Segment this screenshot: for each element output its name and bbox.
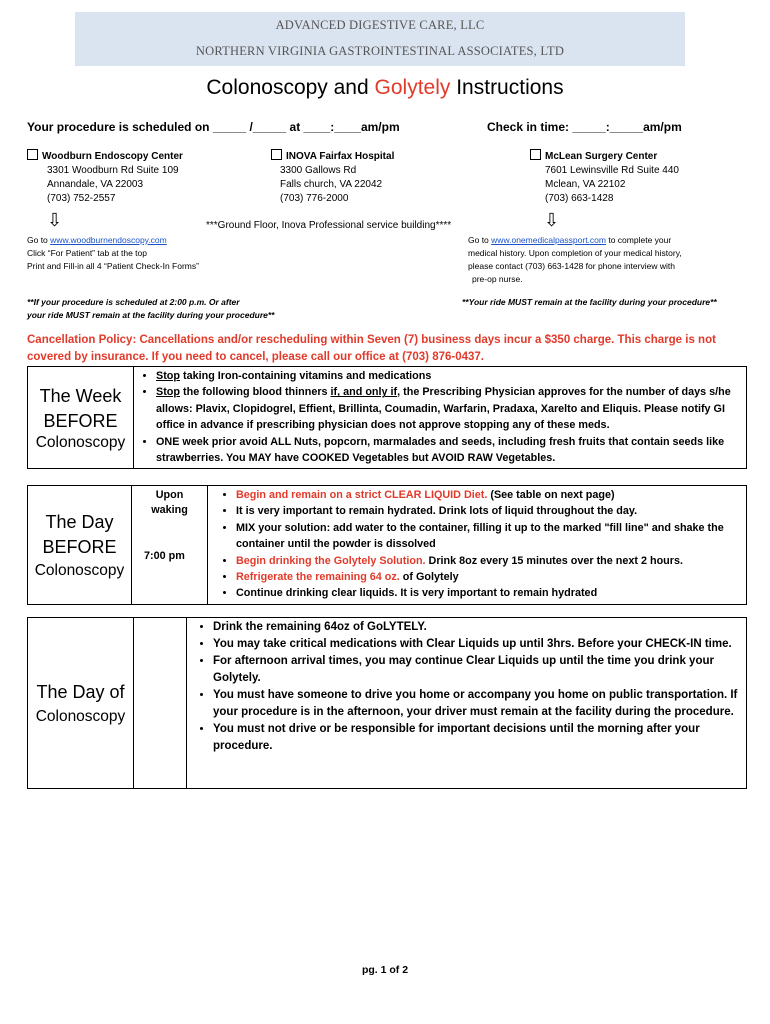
page-number: pg. 1 of 2: [361, 964, 409, 976]
cancellation-policy: Cancellation Policy: Cancellations and/or rescheduling within Seven (7) business days incur a $350 charge. This charge is not covered by insurance. If you need to cancel, please call our office at (703) 876-0437.: [27, 334, 716, 363]
ride-note-left: **If your procedure is scheduled at 2:00 p.m. Or after your ride MUST remain at the facility during your procedure**: [27, 297, 275, 320]
page-title: Colonoscopy and Golytely Instructions: [206, 76, 564, 99]
woodburn-link[interactable]: www.woodburnendoscopy.com: [50, 235, 167, 245]
checkbox-woodburn[interactable]: [27, 149, 38, 160]
day-of-label: The Day of Colonoscopy: [28, 618, 134, 789]
day-of-section: [27, 617, 747, 789]
list-item: • Refrigerate the remaining 64 oz. of Golytely: [236, 569, 742, 585]
medicalpassport-link[interactable]: www.onemedicalpassport.com: [491, 235, 606, 245]
list-item: • Stop the following blood thinners if, and only if, the Prescribing Physician approves for the number of days s/he allows: Plavix, Clopidogrel, Effient, Brillinta, Coumadin, Warfarin, Pradaxa, Xarelto and Eliquis. Please notify GI office in advance if prescribing physician does not approve stopping any of these meds.: [156, 384, 742, 433]
down-arrow-icon: ⇩: [47, 210, 63, 230]
week-before-label: The Week BEFORE Colonoscopy: [28, 367, 134, 469]
week-before-instructions: [134, 367, 747, 469]
checkbox-inova[interactable]: [271, 149, 282, 160]
practice-subname: NORTHERN VIRGINIA GASTROINTESTINAL ASSOCIATES, LTD: [195, 44, 565, 58]
practice-name: ADVANCED DIGESTIVE CARE, LLC: [275, 18, 485, 32]
day-before-instructions: [208, 486, 747, 605]
checkbox-mclean[interactable]: [530, 149, 541, 160]
day-before-label: The Day BEFORE Colonoscopy: [28, 486, 132, 605]
woodburn-instructions: Go to www.woodburnendoscopy.com Click “For Patient” tab at the top Print and Fill-in all 4 “Patient Check-In Forms”: [27, 235, 199, 271]
week-before-section: [27, 366, 747, 469]
checkin-time: Check in time: _____:_____am/pm: [487, 120, 682, 134]
list-item: • Continue drinking clear liquids. It is very important to remain hydrated: [236, 585, 742, 601]
list-item: • ONE week prior avoid ALL Nuts, popcorn, marmalades and seeds, including fresh fruits that contain seeds like strawberries. You MAY have COOKED Vegetables but AVOID RAW Vegetables.: [156, 434, 742, 467]
list-item: • For afternoon arrival times, you may continue Clear Liquids up until the time you drink your Golytely.: [213, 653, 742, 687]
list-item: • MIX your solution: add water to the container, filling it up to the marked "fill line" and shake the container until the powder is dissolved: [236, 520, 742, 553]
mclean-instructions: Go to www.onemedicalpassport.com to complete your medical history. Upon completion of your medical history, please contact (703) 663-1428 for phone interview with pre-op nurse.: [468, 235, 682, 284]
header-banner: [75, 12, 685, 66]
location-mclean: McLean Surgery Center 7601 Lewinsville Rd Suite 440 Mclean, VA 22102 (703) 663-1428: [530, 149, 679, 206]
ride-note-right: **Your ride MUST remain at the facility during your procedure**: [462, 297, 717, 307]
procedure-schedule: Your procedure is scheduled on _____ /_____ at ____:____am/pm: [27, 120, 400, 134]
list-item: • Begin and remain on a strict CLEAR LIQUID Diet. (See table on next page): [236, 487, 742, 503]
location-woodburn: Woodburn Endoscopy Center 3301 Woodburn Rd Suite 109 Annandale, VA 22003 (703) 752-2557: [27, 149, 183, 206]
list-item: • You must not drive or be responsible for important decisions until the morning after your procedure.: [213, 721, 742, 755]
day-before-times: Upon waking 7:00 pm: [132, 486, 208, 605]
day-before-section: [27, 485, 747, 605]
inova-note: ***Ground Floor, Inova Professional service building****: [206, 220, 452, 231]
down-arrow-icon: ⇩: [544, 210, 560, 230]
list-item: • You may take critical medications with Clear Liquids up until 3hrs. Before your CHECK-IN time.: [213, 636, 742, 653]
list-item: • Drink the remaining 64oz of GoLYTELY.: [213, 619, 742, 636]
list-item: • Begin drinking the Golytely Solution. Drink 8oz every 15 minutes over the next 2 hours.: [236, 553, 742, 569]
list-item: • You must have someone to drive you home or accompany you home on public transportation. If your procedure is in the afternoon, your driver must remain at the facility during the procedure.: [213, 687, 742, 721]
location-inova: INOVA Fairfax Hospital 3300 Gallows Rd Falls church, VA 22042 (703) 776-2000: [271, 149, 394, 206]
list-item: • Stop taking Iron-containing vitamins and medications: [156, 368, 742, 384]
day-of-instructions: [187, 618, 747, 789]
list-item: • It is very important to remain hydrated. Drink lots of liquid throughout the day.: [236, 503, 742, 519]
